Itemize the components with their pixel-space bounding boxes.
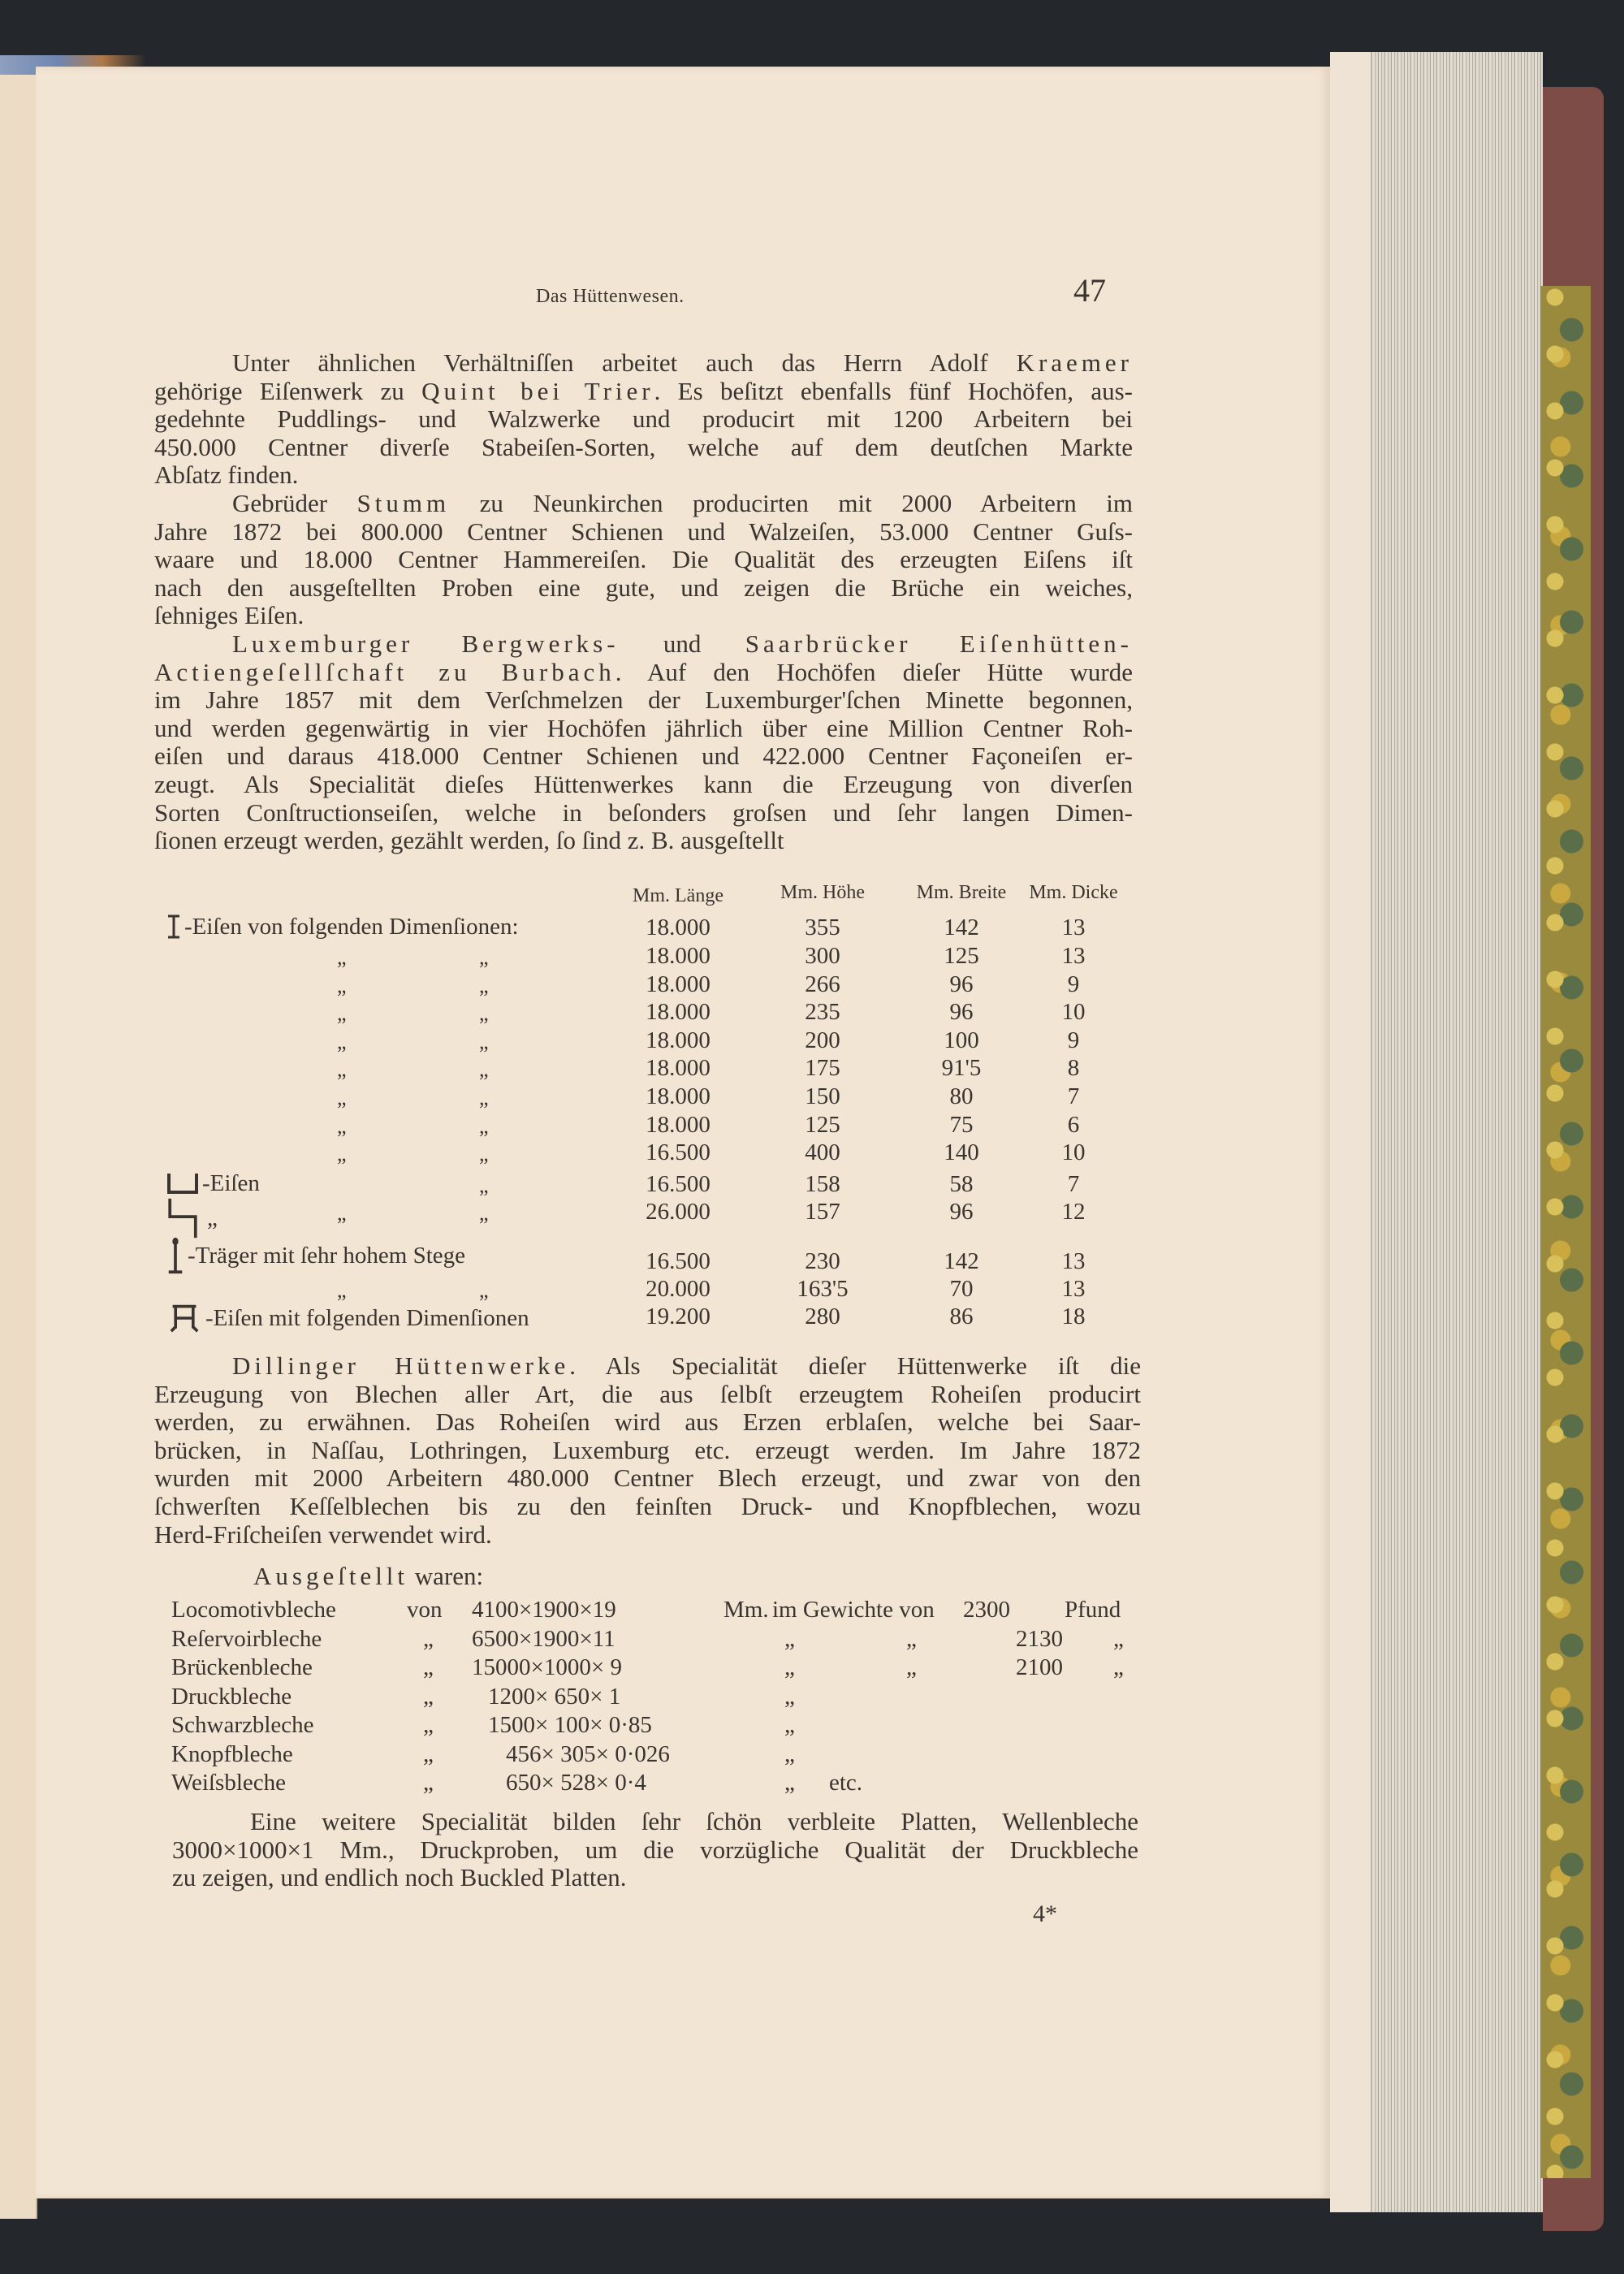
emphasized-name: Kraemer bbox=[1016, 348, 1133, 377]
name: Knopfbleche bbox=[171, 1740, 293, 1767]
text-line bbox=[154, 771, 1133, 799]
prefix: „ bbox=[423, 1712, 434, 1738]
row-label-text: -Eiſen bbox=[202, 1170, 260, 1196]
text-line bbox=[172, 1808, 1138, 1836]
text-segment: brücken, in Naſſau, Lothringen, Luxemburg etc. erzeugt werden. Im Jahre 1872 bbox=[154, 1435, 1141, 1464]
dims: 15000×1000× 9 bbox=[472, 1654, 622, 1680]
text-line bbox=[172, 1864, 1138, 1892]
text-segment: Gebrüder bbox=[232, 488, 357, 517]
table-cell: 142 bbox=[944, 914, 979, 940]
table-cell: 18.000 bbox=[646, 999, 710, 1025]
ditto-mark: „ bbox=[337, 1114, 347, 1138]
prefix: „ bbox=[423, 1683, 434, 1710]
table-cell: 18.000 bbox=[646, 1027, 710, 1053]
text-segment: 3000×1000×1 Mm., Druckproben, um die vorzügliche Qualität der Druckbleche bbox=[172, 1835, 1138, 1864]
rail-icon bbox=[166, 1237, 188, 1274]
table-cell: 125 bbox=[805, 1112, 840, 1138]
text-line bbox=[154, 490, 1133, 518]
exhibited-row bbox=[171, 1684, 1146, 1712]
exhibited-row bbox=[171, 1626, 1146, 1654]
name: Weiſsbleche bbox=[171, 1770, 286, 1796]
dims: 6500×1900×11 bbox=[472, 1625, 615, 1652]
ditto-mark: „ bbox=[337, 1001, 347, 1025]
weight-unit: „ bbox=[1113, 1654, 1124, 1680]
dims: 4100×1900×19 bbox=[472, 1597, 616, 1623]
column-header: Mm. Dicke bbox=[1029, 882, 1118, 903]
table-row bbox=[166, 999, 1157, 1027]
text-line bbox=[154, 602, 1133, 630]
page-number: 47 bbox=[1073, 272, 1106, 309]
table-cell: 200 bbox=[805, 1027, 840, 1053]
ditto-mark: „ bbox=[337, 1278, 347, 1302]
table-cell: 9 bbox=[1067, 971, 1080, 997]
table-cell: 12 bbox=[1061, 1199, 1086, 1225]
table-row bbox=[166, 1027, 1157, 1056]
ditto-mark: „ bbox=[479, 1278, 489, 1302]
weight-unit: Pfund bbox=[1065, 1597, 1121, 1623]
prefix: „ bbox=[423, 1654, 434, 1680]
table-cell: 58 bbox=[949, 1171, 974, 1197]
exhibited-heading bbox=[253, 1563, 483, 1591]
emphasized-name: Luxemburger Bergwerks- bbox=[232, 629, 620, 658]
text-segment: Unter ähnlichen Verhältniſſen arbeitet auch das Herrn Adolf bbox=[232, 348, 1017, 377]
text-segment: wurden mit 2000 Arbeitern 480.000 Centner Blech erzeugt, und zwar von den bbox=[154, 1463, 1141, 1493]
table-cell: 7 bbox=[1067, 1083, 1080, 1109]
unit: „ bbox=[784, 1683, 795, 1710]
name: Locomotivbleche bbox=[171, 1597, 336, 1623]
row-label bbox=[166, 1171, 260, 1195]
table-cell: 16.500 bbox=[646, 1171, 710, 1197]
table-cell: 18.000 bbox=[646, 1112, 710, 1138]
table-row bbox=[166, 1139, 1157, 1168]
table-row bbox=[166, 1055, 1157, 1083]
text-segment: Abſatz finden. bbox=[154, 460, 299, 490]
table-cell: 400 bbox=[805, 1139, 840, 1165]
text-line bbox=[154, 574, 1133, 603]
ditto-mark: „ bbox=[479, 1174, 489, 1197]
h-profile-icon bbox=[166, 1303, 205, 1333]
text-line bbox=[154, 1408, 1141, 1437]
z-profile-icon bbox=[166, 1197, 202, 1239]
left-page-edge bbox=[0, 75, 37, 2219]
text-line bbox=[154, 1521, 1141, 1550]
text-line bbox=[154, 461, 1133, 490]
text-segment: eiſen und daraus 418.000 Centner Schienen und 422.000 Centner Façoneiſen er- bbox=[154, 741, 1133, 771]
text-segment: werden, zu erwähnen. Das Roheiſen wird aus Erzen erblaſen, welche bei Saar- bbox=[154, 1407, 1141, 1437]
text-segment: ſionen erzeugt werden, gezählt werden, ſo ſind z. B. ausgeſtellt bbox=[154, 826, 784, 855]
text-line bbox=[154, 799, 1133, 828]
book-cover-marbled-paper bbox=[1540, 286, 1591, 2178]
body-text-top bbox=[154, 349, 1133, 855]
emphasized-name: Dillinger Hüttenwerke bbox=[232, 1351, 570, 1380]
text-segment: . Es beſitzt ebenfalls fünf Hochöfen, aus- bbox=[654, 376, 1133, 405]
table-cell: 235 bbox=[805, 999, 840, 1025]
ditto-mark: „ bbox=[337, 1201, 347, 1225]
table-cell: 13 bbox=[1061, 943, 1086, 969]
text-segment: Jahre 1872 bei 800.000 Centner Schienen und Walzeiſen, 53.000 Centner Guſs- bbox=[154, 517, 1133, 546]
prefix: von bbox=[407, 1597, 443, 1623]
table-cell: 9 bbox=[1067, 1027, 1080, 1053]
ditto-mark: „ bbox=[479, 1030, 489, 1053]
dims: 456× 305× 0·026 bbox=[506, 1740, 670, 1767]
table-row bbox=[166, 1276, 1157, 1304]
text-segment: Eine weitere Specialität bilden ſehr ſchön verbleite Platten, Wellenbleche bbox=[250, 1807, 1138, 1835]
text-line bbox=[154, 742, 1133, 771]
table-cell: 158 bbox=[805, 1171, 840, 1197]
text-segment: und bbox=[619, 629, 745, 658]
table-cell: 150 bbox=[805, 1083, 840, 1109]
row-label-text: -Träger mit ſehr hohem Stege bbox=[188, 1243, 466, 1269]
weight: 2130 bbox=[1016, 1625, 1063, 1652]
emphasized-name: Stumm bbox=[356, 488, 451, 517]
table-cell: 96 bbox=[949, 971, 974, 997]
table-cell: 26.000 bbox=[646, 1199, 710, 1225]
text-segment: zu zeigen, und endlich noch Buckled Platten. bbox=[172, 1863, 627, 1892]
text-segment: . Als Specialität dieſer Hüttenwerke iſt die bbox=[569, 1351, 1141, 1380]
prefix: „ bbox=[423, 1740, 434, 1767]
emphasized-name: Actiengeſellſchaft zu Burbach bbox=[154, 657, 615, 686]
table-row bbox=[166, 914, 1157, 943]
weight: 2300 bbox=[963, 1597, 1010, 1623]
text-line bbox=[154, 546, 1133, 574]
table-row bbox=[166, 1303, 1157, 1332]
text-segment: Herd-Friſcheiſen verwendet wird. bbox=[154, 1520, 492, 1549]
signature-mark: 4* bbox=[1033, 1900, 1057, 1927]
exhibited-row bbox=[171, 1741, 1146, 1770]
name: Druckbleche bbox=[171, 1683, 292, 1710]
ditto-mark: „ bbox=[337, 1030, 347, 1053]
heading-segment: Ausgeſtellt bbox=[253, 1562, 409, 1590]
row-label bbox=[166, 1237, 465, 1274]
page-fore-edge bbox=[1330, 52, 1372, 2212]
table-cell: 80 bbox=[949, 1083, 974, 1109]
ditto-mark: „ bbox=[337, 1086, 347, 1109]
text-segment: Sorten Conſtructionseiſen, welche in beſonders groſsen und ſehr langen Dimen- bbox=[154, 798, 1133, 827]
unit: Mm. bbox=[723, 1597, 769, 1623]
table-cell: 18 bbox=[1061, 1303, 1086, 1329]
emphasized-name: Saarbrücker Eiſenhütten- bbox=[745, 629, 1134, 658]
dims: 1500× 100× 0·85 bbox=[488, 1712, 652, 1738]
table-cell: 18.000 bbox=[646, 1083, 710, 1109]
weight-unit: „ bbox=[1113, 1625, 1124, 1652]
text-segment: nach den ausgeſtellten Proben eine gute, und zeigen die Brüche ein weiches, bbox=[154, 573, 1133, 602]
text-line bbox=[154, 518, 1133, 547]
table-cell: 266 bbox=[805, 971, 840, 997]
table-row bbox=[166, 1112, 1157, 1140]
emphasized-name: Quint bei Trier bbox=[421, 376, 654, 405]
row-label bbox=[166, 1197, 218, 1239]
ditto-mark: „ bbox=[479, 1114, 489, 1138]
table-cell: 96 bbox=[949, 1199, 974, 1225]
paragraph-dillingen bbox=[154, 1352, 1141, 1549]
exhibited-row bbox=[171, 1770, 1146, 1798]
name: Brückenbleche bbox=[171, 1654, 313, 1680]
table-cell: 140 bbox=[944, 1139, 979, 1165]
ditto-mark: „ bbox=[479, 1001, 489, 1025]
ditto-mark: „ bbox=[479, 1201, 489, 1225]
heading-segment: waren: bbox=[408, 1562, 484, 1590]
table-cell: 18.000 bbox=[646, 971, 710, 997]
text-line bbox=[154, 1437, 1141, 1465]
text-segment: gehörige Eiſenwerk zu bbox=[154, 376, 422, 405]
text-segment: zu Neunkirchen producirten mit 2000 Arbeitern im bbox=[450, 488, 1133, 517]
ditto-mark: „ bbox=[479, 1142, 489, 1165]
table-cell: 142 bbox=[944, 1248, 979, 1274]
unit: „ bbox=[784, 1770, 795, 1796]
row-label-text: -Eiſen von folgenden Dimenſionen: bbox=[184, 914, 519, 940]
column-header: Mm. Breite bbox=[916, 882, 1007, 903]
text-line bbox=[172, 1836, 1138, 1865]
table-cell: 13 bbox=[1061, 1276, 1086, 1302]
ditto-mark: „ bbox=[337, 1057, 347, 1081]
ditto-mark: „ bbox=[337, 1142, 347, 1165]
exhibited-row bbox=[171, 1654, 1146, 1683]
text-line bbox=[154, 349, 1133, 378]
table-row bbox=[166, 1243, 1157, 1277]
table-cell: 96 bbox=[949, 999, 974, 1025]
table-row bbox=[166, 1199, 1157, 1231]
table-row bbox=[166, 943, 1157, 971]
row-label bbox=[166, 1303, 529, 1333]
ditto-mark: „ bbox=[337, 974, 347, 997]
table-cell: 10 bbox=[1061, 999, 1086, 1025]
exhibited-row bbox=[171, 1597, 1146, 1625]
table-cell: 163'5 bbox=[797, 1276, 849, 1302]
ditto-mark: „ bbox=[479, 974, 489, 997]
name: Reſervoirbleche bbox=[171, 1625, 322, 1652]
text-segment: . Auf den Hochöfen dieſer Hütte wurde bbox=[615, 657, 1133, 686]
text-segment: und werden gegenwärtig in vier Hochöfen jährlich über eine Million Centner Roh- bbox=[154, 713, 1133, 742]
table-cell: 18.000 bbox=[646, 943, 710, 969]
unit: „ bbox=[784, 1625, 795, 1652]
text-line bbox=[154, 434, 1133, 462]
ditto-mark: „ bbox=[337, 945, 347, 969]
table-cell: 157 bbox=[805, 1199, 840, 1225]
table-cell: 70 bbox=[949, 1276, 974, 1302]
table-row bbox=[166, 1083, 1157, 1112]
table-cell: 175 bbox=[805, 1055, 840, 1081]
table-cell: 280 bbox=[805, 1303, 840, 1329]
row-label-text: -Eiſen mit folgenden Dimenſionen bbox=[205, 1305, 529, 1331]
table-cell: 8 bbox=[1067, 1055, 1080, 1081]
running-header: Das Hüttenwesen. bbox=[536, 286, 685, 307]
table-cell: 355 bbox=[805, 914, 840, 940]
text-segment: waare und 18.000 Centner Hammereiſen. Die Qualität des erzeugten Eiſens iſt bbox=[154, 545, 1133, 574]
table-row bbox=[166, 971, 1157, 1000]
unit: „ bbox=[784, 1654, 795, 1680]
text-line bbox=[154, 630, 1133, 659]
weight-label: „ bbox=[906, 1625, 917, 1652]
ditto-mark: „ bbox=[479, 1086, 489, 1109]
text-segment: Erzeugung von Blechen aller Art, die aus ſelbſt erzeugtem Roheiſen producirt bbox=[154, 1379, 1141, 1408]
text-segment: im Jahre 1857 mit dem Verſchmelzen der Luxemburger'ſchen Minette begonnen, bbox=[154, 685, 1133, 715]
table-cell: 10 bbox=[1061, 1139, 1086, 1165]
name: Schwarzbleche bbox=[171, 1712, 314, 1738]
text-line bbox=[154, 378, 1133, 406]
channel-icon bbox=[166, 1172, 202, 1195]
i-beam-icon bbox=[166, 914, 184, 939]
table-cell: 13 bbox=[1061, 1248, 1086, 1274]
table-cell: 16.500 bbox=[646, 1139, 710, 1165]
text-line bbox=[154, 686, 1133, 715]
text-line bbox=[154, 1352, 1141, 1381]
table-cell: 230 bbox=[805, 1248, 840, 1274]
prefix: „ bbox=[423, 1770, 434, 1796]
row-label bbox=[166, 914, 519, 939]
text-segment: ſehniges Eiſen. bbox=[154, 601, 304, 630]
text-line bbox=[154, 827, 1133, 855]
table-row bbox=[166, 1171, 1157, 1200]
table-cell: 300 bbox=[805, 943, 840, 969]
extra: etc. bbox=[829, 1770, 863, 1796]
text-line bbox=[154, 1464, 1141, 1493]
table-cell: 86 bbox=[949, 1303, 974, 1329]
table-cell: 100 bbox=[944, 1027, 979, 1053]
text-line bbox=[154, 405, 1133, 434]
table-cell: 91'5 bbox=[941, 1055, 982, 1081]
text-segment: ſchwerſten Keſſelblechen bis zu den feinſten Druck- und Knopfblechen, wozu bbox=[154, 1491, 1141, 1520]
ditto-mark: „ bbox=[479, 945, 489, 969]
unit: „ bbox=[784, 1740, 795, 1767]
table-cell: 6 bbox=[1067, 1112, 1080, 1138]
dims: 650× 528× 0·4 bbox=[506, 1770, 646, 1796]
paragraph-final bbox=[172, 1808, 1138, 1892]
unit: „ bbox=[784, 1712, 795, 1738]
text-line bbox=[154, 715, 1133, 743]
row-label-text: „ bbox=[207, 1205, 218, 1231]
weight-label: „ bbox=[906, 1654, 917, 1680]
table-cell: 75 bbox=[949, 1112, 974, 1138]
table-cell: 125 bbox=[944, 943, 979, 969]
table-cell: 13 bbox=[1061, 914, 1086, 940]
weight: 2100 bbox=[1016, 1654, 1063, 1680]
table-cell: 19.200 bbox=[646, 1303, 710, 1329]
table-cell: 18.000 bbox=[646, 1055, 710, 1081]
text-line bbox=[154, 1493, 1141, 1521]
table-cell: 7 bbox=[1067, 1171, 1080, 1197]
text-line bbox=[154, 659, 1133, 687]
column-header: Mm. Höhe bbox=[780, 882, 865, 903]
prefix: „ bbox=[423, 1625, 434, 1652]
exhibited-row bbox=[171, 1712, 1146, 1740]
column-header: Mm. Länge bbox=[633, 885, 723, 906]
weight-label: im Gewichte von bbox=[772, 1597, 935, 1623]
table-cell: 16.500 bbox=[646, 1248, 710, 1274]
text-line bbox=[154, 1381, 1141, 1409]
dims: 1200× 650× 1 bbox=[488, 1683, 621, 1710]
text-segment: 450.000 Centner diverſe Stabeiſen-Sorten, welche auf dem deutſchen Markte bbox=[154, 432, 1133, 461]
text-segment: gedehnte Puddlings- und Walzwerke und producirt mit 1200 Arbeitern bei bbox=[154, 404, 1133, 434]
text-segment: zeugt. Als Specialität dieſes Hüttenwerkes kann die Erzeugung von diverſen bbox=[154, 769, 1133, 798]
table-cell: 20.000 bbox=[646, 1276, 710, 1302]
ditto-mark: „ bbox=[479, 1057, 489, 1081]
table-cell: 18.000 bbox=[646, 914, 710, 940]
